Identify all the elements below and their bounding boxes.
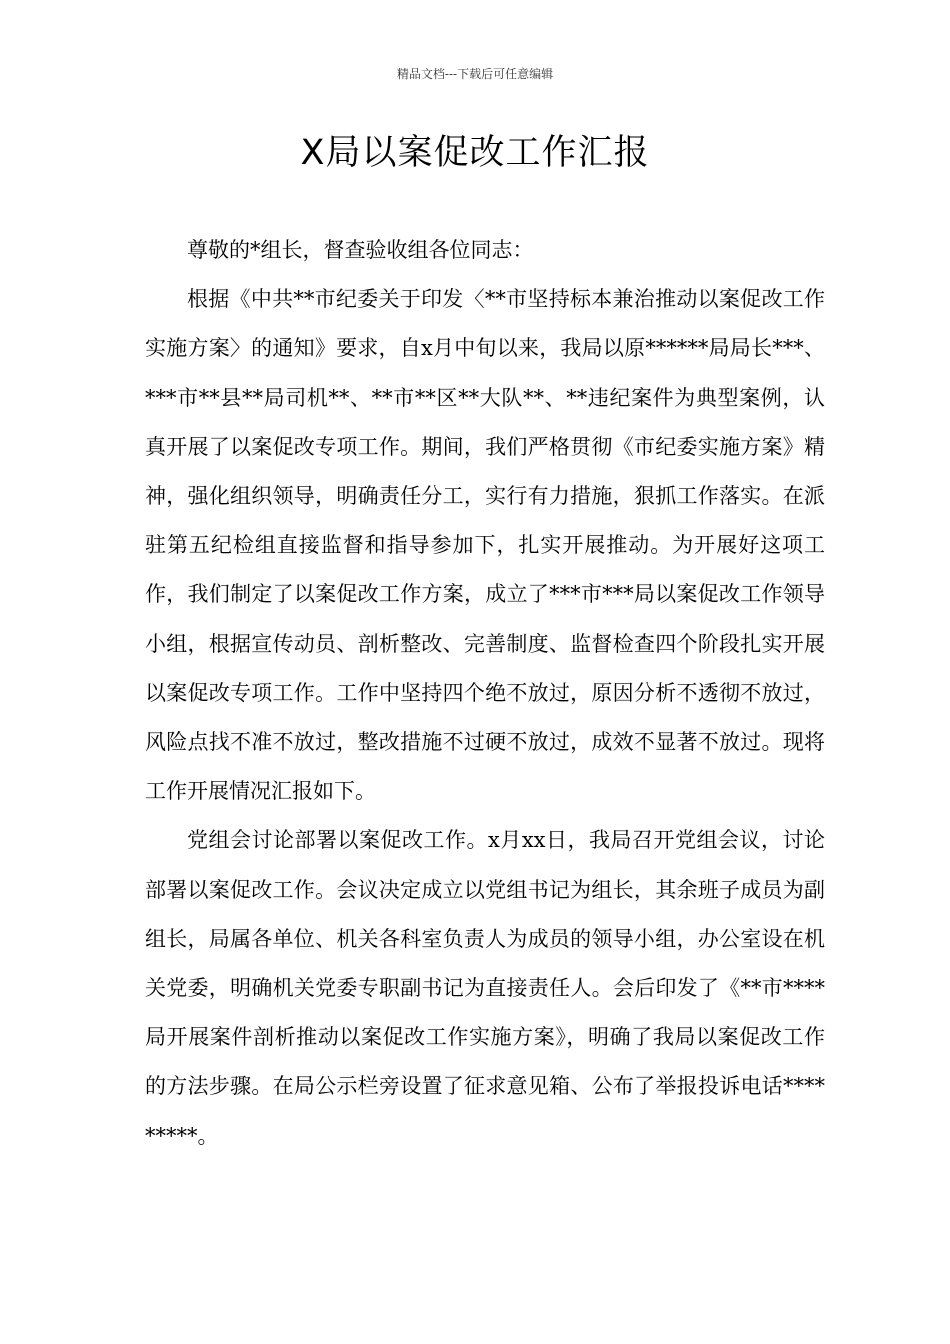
document-title: X局以案促改工作汇报: [300, 133, 650, 173]
party-meeting-paragraph: 党组会讨论部署以案促改工作。x月xx日，我局召开党组会议，讨论部署以案促改工作。会议决定成立以党组书记为组长，其余班子成员为副组长，局属各单位、机关各科室负责人为成员的领导小组，办公室设在机关党委，明确机关党委专职副书记为直接责任人。会后印发了《**市****局开展案件剖析推动以案促改工作实施方案》，明确了我局以案促改工作的方法步骤。在局公示栏旁设置了征求意见箱、公布了举报投诉电话*********。: [145, 828, 825, 1148]
header-note: 精品文档---下载后可任意编辑: [396, 67, 554, 81]
intro-paragraph: 根据《中共**市纪委关于印发〈**市坚持标本兼治推动以案促改工作实施方案〉的通知》要求，自x月中旬以来，我局以原******局局长***、***市**县**局司机**、**市**区**大队**、**违纪案件为典型案例，认真开展了以案促改专项工作。期间，我们严格贯彻《市纪委实施方案》精神，强化组织领导，明确责任分工，实行有力措施，狠抓工作落实。在派驻第五纪检组直接监督和指导参加下，扎实开展推动。为开展好这项工作，我们制定了以案促改工作方案，成立了***市***局以案促改工作领导小组，根据宣传动员、剖析整改、完善制度、监督检查四个阶段扎实开展以案促改专项工作。工作中坚持四个绝不放过，原因分析不透彻不放过，风险点找不准不放过，整改措施不过硬不放过，成效不显著不放过。现将工作开展情况汇报如下。: [145, 287, 825, 804]
document-body: [145, 226, 825, 1161]
salutation-paragraph: 尊敬的*组长，督查验收组各位同志：: [187, 238, 534, 262]
